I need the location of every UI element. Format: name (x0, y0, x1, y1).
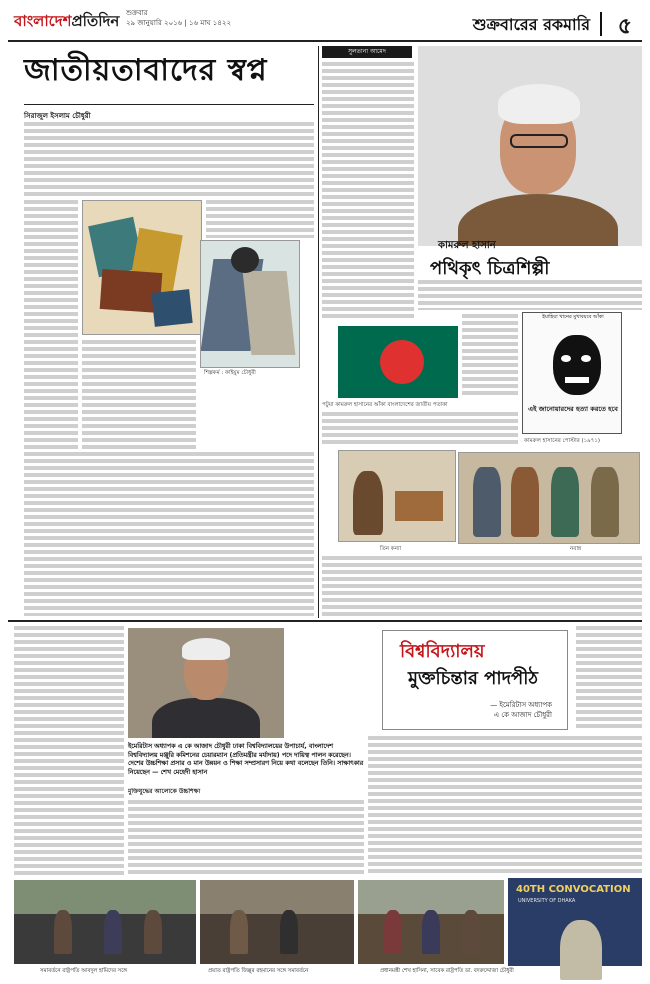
interview-col-left (14, 626, 124, 876)
convocation-title: 40TH CONVOCATION (516, 884, 631, 895)
interview-intro: ইমেরিটাস অধ্যাপক এ কে আজাদ চৌধুরী ঢাকা বিশ্ববিদ্যালয়ের উপাচার্য, বাংলাদেশ বিশ্ববিদ্যালয় মঞ্জুরি কমিশনের চেয়ারম্যান (প্রতিমন্ত্রীর মর্যাদায়) পদে দায়িত্ব পালন করেছেন। দেশের উচ্চশিক্ষা প্রসার ও মান উন্নয়ন ও শিক্ষা সম্প্রসারণ নিয়ে কথা বলেছেন তিনি। সাক্ষাৎকার নিয়েছেন — শেখ মেহেদী হাসান (128, 743, 364, 776)
poster-image (522, 312, 622, 434)
interview-subhead: মুক্তিযুদ্ধের আলোকে উচ্চশিক্ষা (128, 788, 201, 795)
dateline (126, 8, 231, 28)
main-headline: জাতীয়তাবাদের স্বপ্ন (24, 53, 268, 88)
main-byline: সিরাজুল ইসলাম চৌধুরী (24, 112, 91, 120)
poster-bottom-text: এই জানোয়ারদের হত্যা করতে হবে (528, 405, 618, 413)
side-article-col3 (462, 314, 518, 398)
masthead (8, 4, 642, 42)
newspaper-logo[interactable] (14, 10, 119, 35)
photo-aka-chowdhury (128, 628, 284, 738)
photo-president (14, 880, 196, 964)
main-article-body-top (24, 122, 314, 198)
photo-prime-minister (358, 880, 504, 964)
brand-main: বাংলাদেশ (14, 12, 72, 30)
interview-byline-1: — ইমেরিটাস অধ্যাপক (490, 701, 552, 709)
painting3-caption: তিন কন্যা (380, 546, 402, 552)
painting-women (338, 450, 456, 542)
caption-president: সমাবর্তনে রাষ্ট্রপতি আবদুল হামিদের সঙ্গে (40, 968, 127, 974)
painting-abstract (82, 200, 202, 335)
interview-col-mid (128, 800, 364, 874)
convocation-subtitle: UNIVERSITY OF DHAKA (518, 898, 576, 904)
side-article-col2 (418, 280, 642, 310)
artist-title: পথিকৃৎ চিত্রশিল্পী (430, 258, 550, 279)
main-article-col-mid (82, 340, 196, 450)
side-article-col4 (322, 412, 518, 446)
headline-rule (24, 104, 314, 105)
poster-top-text: ইয়াহিয়া খানের মুখাবয়বে আঁকা (542, 314, 604, 320)
brand-sub: প্রতিদিন (71, 12, 120, 30)
interview-col-right-top (576, 626, 642, 730)
painting-caption: শিল্পকর্ম : কাইয়ুম চৌধুরী (204, 370, 256, 376)
portrait-kamrul-hasan (418, 46, 642, 246)
side-article-byline: সুলতানা আমেদ (322, 46, 412, 58)
interview-col-right (368, 736, 642, 874)
header-divider (600, 12, 602, 36)
interview-headline-1: বিশ্ববিদ্যালয় (400, 641, 485, 662)
bangladesh-flag-image (338, 326, 458, 398)
section-rule (8, 620, 642, 622)
poster-caption: কামরুল হাসানের পোস্টার (১৯৭১) (524, 438, 601, 444)
date: ২৯ জানুয়ারি ২০১৬ | ১৬ মাঘ ১৪২২ (126, 19, 231, 27)
interview-headline-2: মুক্তচিন্তার পাদপীঠ (408, 668, 539, 689)
side-article-body-bottom (322, 556, 642, 618)
section-title: শুক্রবারের রকমারি (472, 15, 590, 34)
weekday: শুক্রবার (126, 9, 148, 17)
main-article-col-right-top (206, 200, 314, 238)
photo-convocation (200, 880, 354, 964)
flag-caption: পটুয়া কামরুল হাসানের আঁকা বাংলাদেশের জাতীয় পতাকা (322, 402, 448, 408)
artist-name: কামরুল হাসান (438, 240, 496, 251)
caption-pm: প্রধানমন্ত্রী শেখ হাসিনা, সাবেক রাষ্ট্রপতি ডা. বদরুদ্দোজা চৌধুরী (380, 968, 514, 974)
main-article-col-left (24, 200, 78, 450)
main-article-body-bottom (24, 452, 314, 616)
painting4-caption: নবান্ন (570, 546, 582, 552)
caption-zillur: প্রয়াত রাষ্ট্রপতি জিল্লুর রহমানের সঙ্গে সমাবর্তনে (208, 968, 309, 974)
interview-byline (432, 700, 552, 720)
page-number: ৫ (617, 13, 632, 39)
painting-harvest (458, 452, 640, 544)
interview-byline-2: এ কে আজাদ চৌধুরী (493, 711, 552, 719)
side-article-col1 (322, 62, 414, 320)
painting-figures (200, 240, 300, 368)
column-divider (318, 46, 319, 618)
